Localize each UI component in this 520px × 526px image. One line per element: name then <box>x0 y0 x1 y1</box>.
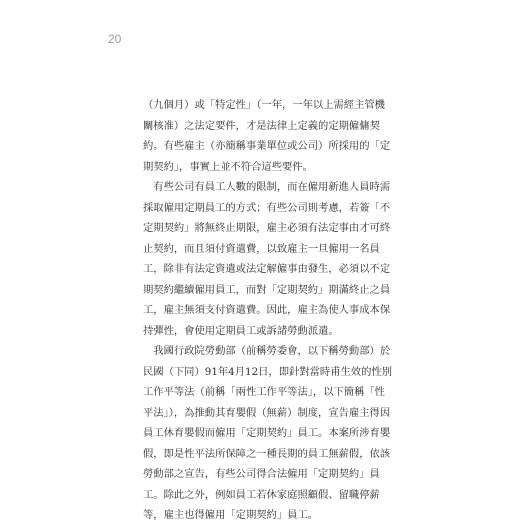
page-number: 20 <box>108 32 122 46</box>
body-text <box>143 95 395 526</box>
paragraph: （九個月）或「特定性」（一年，一年以上需經主管機關核准）之法定要件，才是法律上定義的定期僱傭契約。有些雇主（亦簡稱事業單位或公司）所採用的「定期契約」，事實上並不符合這些要件。 <box>143 99 391 173</box>
paragraph: 有些公司有員工人數的限制，而在僱用新進人員時需採取僱用定期員工的方式；有些公司則考慮，若簽「不定期契約」將無終止期限，雇主必須有法定事由才可終止契約，而且須付資遣費，以致雇主一旦僱用一名員工，除非有法定資遣或法定解僱事由發生，必須以不定期契約繼續僱用員工，而對「定期契約」期滿終止之員工，雇主無須支付資遣費。因此，雇主為使人事成本保持彈性，會使用定期員工或訴諸勞動派遣。 <box>143 181 391 337</box>
paragraph: 我國行政院勞動部（前稱勞委會，以下稱勞動部）於民國（下同）91年4月12日，即針對當時甫生效的性別工作平等法（前稱「兩性工作平等法」，以下簡稱「性平法」），為推動其育嬰假（無薪）制度，宣告雇主得因員工休育嬰假而僱用「定期契約」員工。本案所涉育嬰假，即是性平法所保障之一種長期的員工無薪假，依該勞動部之宣告，有些公司得合法僱用「定期契約」員工。除此之外，例如員工若休家庭照顧假、留職停薪等，雇主也得僱用「定期契約」員工。 <box>143 345 392 521</box>
